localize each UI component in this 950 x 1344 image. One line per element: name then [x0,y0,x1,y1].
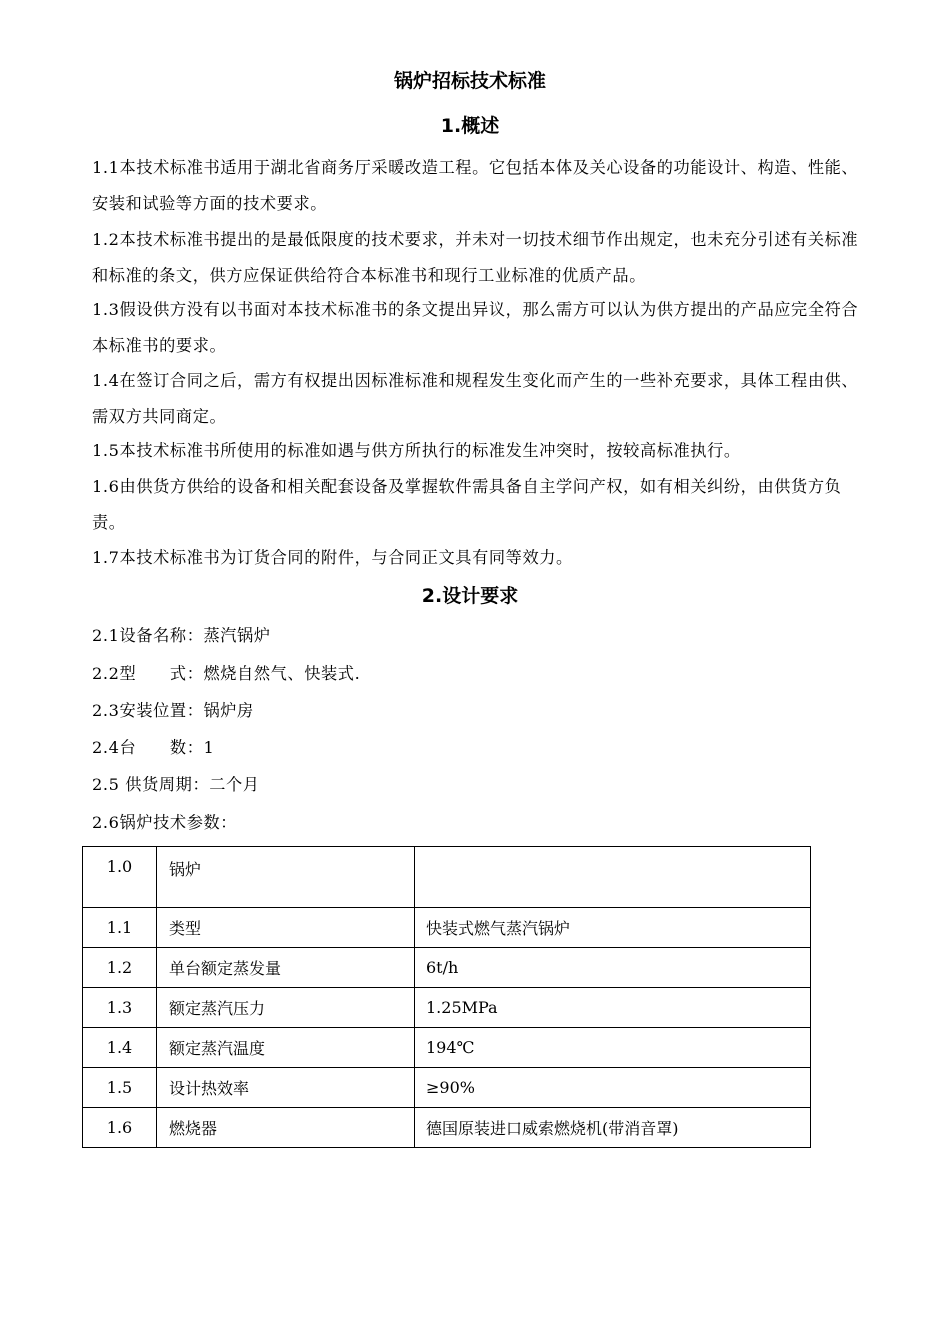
param-value [415,847,811,908]
table-row [83,988,811,1028]
param-value: 1.25MPa [415,988,811,1028]
paragraph-1-2: 1.2本技术标准书提出的是最低限度的技术要求，并未对一切技术细节作出规定，也未充分引述有关标准和标准的条文，供方应保证供给符合本标准书和现行工业标准的优质产品。 [92,230,859,285]
param-name: 锅炉 [157,847,415,908]
paragraph-1-5: 1.5本技术标准书所使用的标准如遇与供方所执行的标准发生冲突时，按较高标准执行。 [92,441,741,460]
table-row [83,1108,811,1148]
row-number: 1.5 [83,1068,157,1108]
param-value: 6t/h [415,948,811,988]
row-number: 1.3 [83,988,157,1028]
param-name: 类型 [157,908,415,948]
boiler-params-table [82,846,811,1148]
param-value: ≥90% [415,1068,811,1108]
paragraph-1-3: 1.3假设供方没有以书面对本技术标准书的条文提出异议，那么需方可以认为供方提出的产品应完全符合本标准书的要求。 [92,300,859,355]
item-2-4: 2.4台 数：1 [92,738,215,757]
section-1-heading: 1.概述 [440,115,500,137]
param-value: 德国原装进口威索燃烧机(带消音罩) [415,1108,811,1148]
paragraph-1-6: 1.6由供货方供给的设备和相关配套设备及掌握软件需具备自主学问产权，如有相关纠纷，由供货方负责。 [92,477,842,532]
table-row [83,908,811,948]
param-value: 194℃ [415,1028,811,1068]
item-2-6: 2.6锅炉技术参数： [92,813,238,832]
param-name: 燃烧器 [157,1108,415,1148]
table-row [83,847,811,908]
param-name: 单台额定蒸发量 [157,948,415,988]
paragraph-1-7: 1.7本技术标准书为订货合同的附件，与合同正文具有同等效力。 [92,548,573,567]
document-title: 锅炉招标技术标准 [393,70,546,92]
param-name: 设计热效率 [157,1068,415,1108]
param-name: 额定蒸汽压力 [157,988,415,1028]
item-2-2: 2.2型 式：燃烧自然气、快装式. [92,664,361,683]
param-value: 快装式燃气蒸汽锅炉 [415,908,811,948]
row-number: 1.0 [83,847,157,908]
table-row [83,1028,811,1068]
row-number: 1.1 [83,908,157,948]
paragraph-1-4: 1.4在签订合同之后，需方有权提出因标准标准和规程发生变化而产生的一些补充要求，具体工程由供、需双方共同商定。 [92,371,859,426]
item-2-3: 2.3安装位置：锅炉房 [92,701,254,720]
row-number: 1.6 [83,1108,157,1148]
row-number: 1.4 [83,1028,157,1068]
table-row [83,1068,811,1108]
section-2-heading: 2.设计要求 [421,585,519,607]
item-2-5: 2.5 供货周期：二个月 [92,775,260,794]
row-number: 1.2 [83,948,157,988]
item-2-1: 2.1设备名称：蒸汽锅炉 [92,626,271,645]
param-name: 额定蒸汽温度 [157,1028,415,1068]
paragraph-1-1: 1.1本技术标准书适用于湖北省商务厅采暖改造工程。它包括本体及关心设备的功能设计、构造、性能、安装和试验等方面的技术要求。 [92,158,859,213]
table-row [83,948,811,988]
